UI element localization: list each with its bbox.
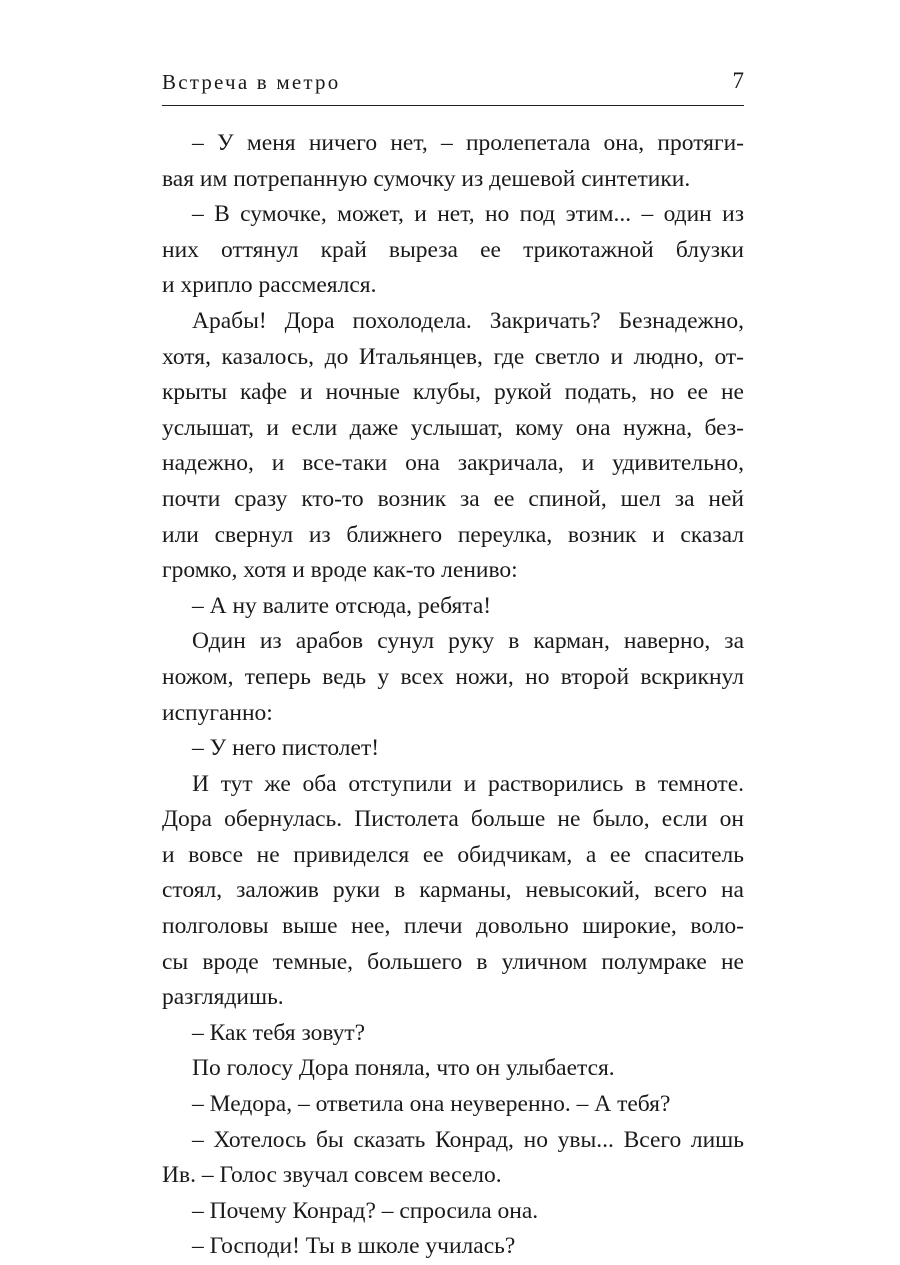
running-title: Встреча в метро bbox=[162, 70, 341, 94]
text-line: вая им потрепанную сумочку из дешевой синтетики. bbox=[162, 165, 691, 192]
text-line: – У него пистолет! bbox=[192, 735, 380, 762]
text-line: ножом, теперь ведь у всех ножи, но второй вскрикнул bbox=[162, 663, 744, 690]
text-line: полголовы выше нее, плечи довольно широкие, воло- bbox=[162, 913, 744, 940]
text-line: По голосу Дора поняла, что он улыбается. bbox=[192, 1055, 615, 1082]
text-line: надежно, и все-таки она закричала, и удивительно, bbox=[162, 450, 744, 477]
text-line: – Медора, – ответила она неуверенно. – А тебя? bbox=[192, 1091, 671, 1118]
header-rule bbox=[162, 105, 744, 106]
text-line: них оттянул край выреза ее трикотажной блузки bbox=[162, 236, 744, 263]
text-line: Арабы! Дора похолодела. Закричать? Безнадежно, bbox=[192, 307, 744, 334]
text-line: Ив. – Голос звучал совсем весело. bbox=[162, 1162, 502, 1189]
text-line: – Как тебя зовут? bbox=[192, 1019, 366, 1046]
text-line: и хрипло рассмеялся. bbox=[162, 272, 377, 299]
text-line: стоял, заложив руки в карманы, невысокий, всего на bbox=[162, 877, 744, 904]
text-line: хотя, казалось, до Итальянцев, где светло и людно, от- bbox=[162, 343, 744, 370]
text-line: – У меня ничего нет, – пролепетала она, протяги- bbox=[192, 130, 744, 156]
page-number: 7 bbox=[732, 68, 744, 93]
text-line: – Почему Конрад? – спросила она. bbox=[192, 1197, 539, 1224]
text-line: сы вроде темные, большего в уличном полумраке не bbox=[162, 948, 744, 975]
text-line: почти сразу кто-то возник за ее спиной, шел за ней bbox=[162, 485, 744, 512]
text-line: или свернул из ближнего переулка, возник и сказал bbox=[162, 521, 744, 548]
text-line: – Хотелось бы сказать Конрад, но увы... Всего лишь bbox=[192, 1126, 744, 1153]
text-line: И тут же оба отступили и растворились в темноте. bbox=[192, 770, 744, 797]
text-line: крыты кафе и ночные клубы, рукой подать, но ее не bbox=[162, 379, 744, 406]
running-header bbox=[162, 66, 744, 106]
body-text bbox=[162, 126, 744, 1265]
text-line: Дора обернулась. Пистолета больше не было, если он bbox=[162, 806, 744, 833]
text-line: – Господи! Ты в школе училась? bbox=[192, 1233, 516, 1260]
text-line: – В сумочке, может, и нет, но под этим... – один из bbox=[192, 201, 744, 228]
text-line: – А ну валите отсюда, ребята! bbox=[192, 592, 492, 619]
text-line: испуганно: bbox=[162, 699, 273, 726]
text-line: громко, хотя и вроде как-то лениво: bbox=[162, 557, 518, 584]
text-line: Один из арабов сунул руку в карман, наверно, за bbox=[192, 628, 744, 655]
text-line: и вовсе не привиделся ее обидчикам, а ее спаситель bbox=[162, 841, 744, 868]
text-line: услышат, и если даже услышат, кому она нужна, без- bbox=[162, 414, 744, 441]
text-line: разглядишь. bbox=[162, 984, 284, 1011]
